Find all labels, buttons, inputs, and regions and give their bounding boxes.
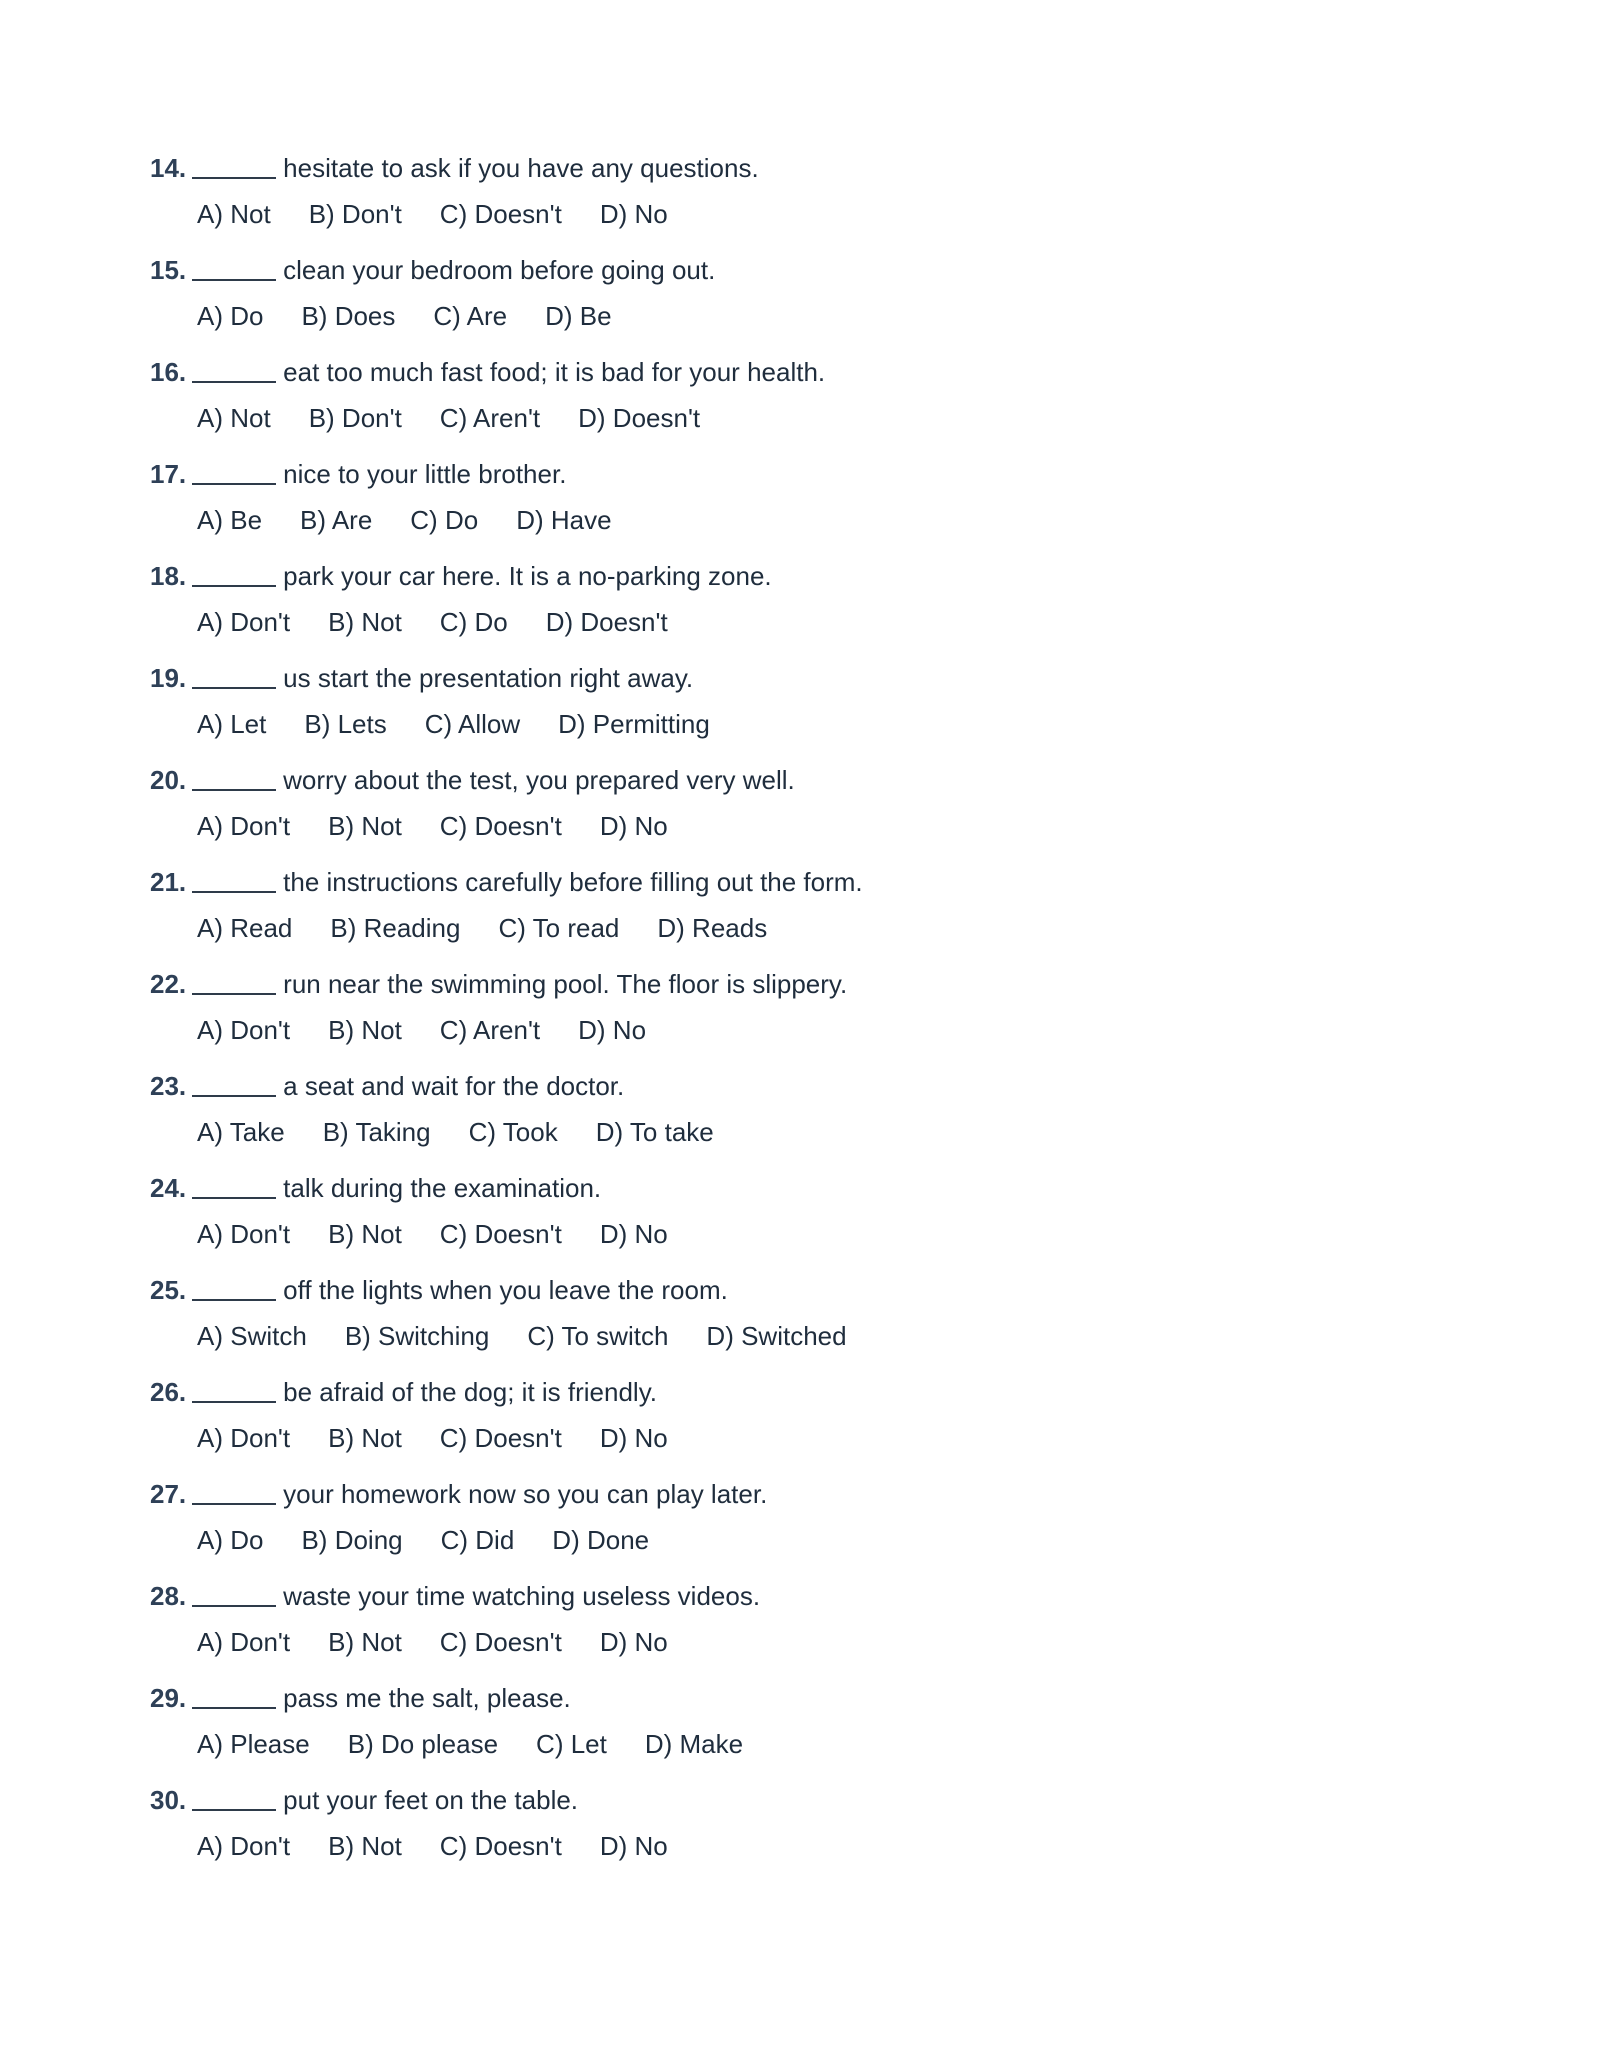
question-text: put your feet on the table.	[283, 1785, 579, 1815]
question-text: be afraid of the dog; it is friendly.	[283, 1377, 657, 1407]
answer-options	[197, 908, 805, 948]
answer-options	[197, 1520, 687, 1560]
question-item	[150, 964, 1450, 1066]
question-item	[150, 1678, 1450, 1780]
answer-option: A) Do	[197, 1525, 264, 1555]
answer-options	[197, 194, 706, 234]
answer-options	[197, 1418, 706, 1458]
answer-blank	[192, 253, 276, 281]
answer-blank	[192, 151, 276, 179]
question-text: clean your bedroom before going out.	[283, 255, 716, 285]
question-line	[150, 964, 847, 1004]
question-item	[150, 1372, 1450, 1474]
answer-option: C) Doesn't	[439, 1627, 562, 1657]
answer-option: B) Not	[328, 811, 402, 841]
answer-option: C) To read	[498, 913, 620, 943]
question-line	[150, 556, 772, 596]
answer-option: C) Do	[410, 505, 479, 535]
question-item	[150, 1270, 1450, 1372]
question-number: 24.	[150, 1173, 187, 1203]
answer-blank	[192, 967, 276, 995]
answer-option: B) Don't	[308, 199, 402, 229]
question-line	[150, 1066, 624, 1106]
answer-options	[197, 398, 738, 438]
answer-option: D) Done	[552, 1525, 650, 1555]
answer-option: C) Doesn't	[439, 1423, 562, 1453]
question-line	[150, 454, 566, 494]
answer-option: C) Doesn't	[439, 1831, 562, 1861]
question-text: run near the swimming pool. The floor is slippery.	[283, 969, 848, 999]
answer-option: D) No	[599, 199, 668, 229]
answer-option: D) No	[599, 811, 668, 841]
answer-option: B) Not	[328, 1423, 402, 1453]
question-text: eat too much fast food; it is bad for your health.	[283, 357, 826, 387]
answer-blank	[192, 559, 276, 587]
question-number: 19.	[150, 663, 187, 693]
answer-option: D) Have	[516, 505, 612, 535]
answer-option: A) Don't	[197, 1423, 291, 1453]
question-number: 26.	[150, 1377, 187, 1407]
answer-blank	[192, 1273, 276, 1301]
answer-option: A) Do	[197, 301, 264, 331]
answer-option: D) Doesn't	[578, 403, 701, 433]
question-text: worry about the test, you prepared very well.	[283, 765, 795, 795]
answer-option: D) No	[599, 1627, 668, 1657]
answer-option: A) Don't	[197, 1015, 291, 1045]
question-line	[150, 1474, 767, 1514]
question-number: 27.	[150, 1479, 187, 1509]
question-item	[150, 352, 1450, 454]
answer-option: B) Are	[300, 505, 373, 535]
answer-option: C) Allow	[424, 709, 521, 739]
answer-option: C) To switch	[527, 1321, 669, 1351]
question-number: 16.	[150, 357, 187, 387]
question-line	[150, 658, 693, 698]
question-number: 20.	[150, 765, 187, 795]
answer-option: A) Read	[197, 913, 293, 943]
answer-options	[197, 602, 706, 642]
question-line	[150, 1780, 578, 1820]
question-text: a seat and wait for the doctor.	[283, 1071, 625, 1101]
answer-blank	[192, 763, 276, 791]
answer-option: D) No	[578, 1015, 647, 1045]
answer-options	[197, 1724, 781, 1764]
question-number: 21.	[150, 867, 187, 897]
question-line	[150, 760, 795, 800]
answer-option: B) Reading	[330, 913, 461, 943]
answer-blank	[192, 457, 276, 485]
question-line	[150, 148, 759, 188]
answer-blank	[192, 1579, 276, 1607]
answer-option: A) Be	[197, 505, 263, 535]
question-text: nice to your little brother.	[283, 459, 567, 489]
question-number: 14.	[150, 153, 187, 183]
answer-options	[197, 500, 650, 540]
answer-option: C) Do	[439, 607, 508, 637]
answer-option: B) Don't	[308, 403, 402, 433]
answer-option: C) Aren't	[439, 403, 541, 433]
question-item	[150, 250, 1450, 352]
answer-option: A) Don't	[197, 811, 291, 841]
question-number: 28.	[150, 1581, 187, 1611]
question-text: park your car here. It is a no-parking zone.	[283, 561, 772, 591]
answer-option: A) Please	[197, 1729, 310, 1759]
question-item	[150, 1474, 1450, 1576]
question-text: pass me the salt, please.	[283, 1683, 571, 1713]
answer-blank	[192, 355, 276, 383]
answer-blank	[192, 865, 276, 893]
answer-option: A) Don't	[197, 607, 291, 637]
answer-option: D) No	[599, 1831, 668, 1861]
answer-blank	[192, 1681, 276, 1709]
answer-option: A) Not	[197, 199, 271, 229]
answer-option: D) Switched	[706, 1321, 847, 1351]
answer-option: B) Lets	[304, 709, 387, 739]
answer-option: B) Doing	[301, 1525, 403, 1555]
answer-option: C) Doesn't	[439, 199, 562, 229]
question-text: the instructions carefully before filling out the form.	[283, 867, 863, 897]
question-text: hesitate to ask if you have any questions.	[283, 153, 759, 183]
question-item	[150, 1168, 1450, 1270]
answer-blank	[192, 1069, 276, 1097]
answer-option: B) Does	[301, 301, 396, 331]
question-number: 29.	[150, 1683, 187, 1713]
answer-option: A) Not	[197, 403, 271, 433]
question-line	[150, 1270, 728, 1310]
question-number: 23.	[150, 1071, 187, 1101]
question-number: 18.	[150, 561, 187, 591]
question-item	[150, 658, 1450, 760]
answer-option: A) Let	[197, 709, 267, 739]
answer-option: D) Be	[545, 301, 612, 331]
question-number: 15.	[150, 255, 187, 285]
answer-option: A) Don't	[197, 1219, 291, 1249]
question-line	[150, 250, 715, 290]
answer-options	[197, 704, 748, 744]
answer-options	[197, 806, 706, 846]
answer-option: C) Took	[468, 1117, 558, 1147]
answer-option: A) Switch	[197, 1321, 307, 1351]
question-line	[150, 1168, 601, 1208]
answer-option: C) Aren't	[439, 1015, 541, 1045]
answer-option: C) Let	[536, 1729, 607, 1759]
answer-options	[197, 1010, 684, 1050]
answer-options	[197, 1826, 706, 1866]
answer-options	[197, 1112, 752, 1152]
answer-option: D) To take	[595, 1117, 714, 1147]
question-text: your homework now so you can play later.	[283, 1479, 768, 1509]
answer-option: C) Doesn't	[439, 1219, 562, 1249]
question-line	[150, 1372, 657, 1412]
question-item	[150, 862, 1450, 964]
answer-option: B) Taking	[322, 1117, 431, 1147]
answer-option: A) Take	[197, 1117, 285, 1147]
answer-blank	[192, 661, 276, 689]
question-item	[150, 1576, 1450, 1678]
question-text: off the lights when you leave the room.	[283, 1275, 728, 1305]
question-line	[150, 1576, 760, 1616]
question-line	[150, 862, 863, 902]
answer-option: D) No	[599, 1423, 668, 1453]
question-number: 22.	[150, 969, 187, 999]
answer-option: D) Doesn't	[545, 607, 668, 637]
answer-option: C) Doesn't	[439, 811, 562, 841]
question-number: 17.	[150, 459, 187, 489]
question-line	[150, 352, 825, 392]
answer-option: B) Not	[328, 1831, 402, 1861]
answer-option: D) Make	[644, 1729, 744, 1759]
answer-option: D) No	[599, 1219, 668, 1249]
answer-blank	[192, 1783, 276, 1811]
question-text: waste your time watching useless videos.	[283, 1581, 761, 1611]
answer-blank	[192, 1171, 276, 1199]
answer-option: D) Reads	[657, 913, 768, 943]
question-line	[150, 1678, 571, 1718]
answer-option: A) Don't	[197, 1831, 291, 1861]
answer-option: B) Not	[328, 1015, 402, 1045]
question-text: us start the presentation right away.	[283, 663, 694, 693]
question-item	[150, 1780, 1450, 1882]
question-text: talk during the examination.	[283, 1173, 602, 1203]
question-item	[150, 556, 1450, 658]
answer-options	[197, 1622, 706, 1662]
answer-option: D) Permitting	[558, 709, 710, 739]
answer-options	[197, 296, 650, 336]
answer-blank	[192, 1375, 276, 1403]
question-number: 30.	[150, 1785, 187, 1815]
question-number: 25.	[150, 1275, 187, 1305]
question-item	[150, 148, 1450, 250]
answer-option: B) Switching	[344, 1321, 490, 1351]
question-item	[150, 1066, 1450, 1168]
answer-option: B) Not	[328, 1219, 402, 1249]
answer-option: B) Do please	[347, 1729, 499, 1759]
answer-option: C) Did	[440, 1525, 515, 1555]
answer-option: B) Not	[328, 607, 402, 637]
question-list	[150, 148, 1450, 1882]
answer-option: A) Don't	[197, 1627, 291, 1657]
answer-option: C) Are	[433, 301, 508, 331]
answer-option: B) Not	[328, 1627, 402, 1657]
question-item	[150, 760, 1450, 862]
answer-options	[197, 1316, 885, 1356]
question-item	[150, 454, 1450, 556]
answer-options	[197, 1214, 706, 1254]
answer-blank	[192, 1477, 276, 1505]
